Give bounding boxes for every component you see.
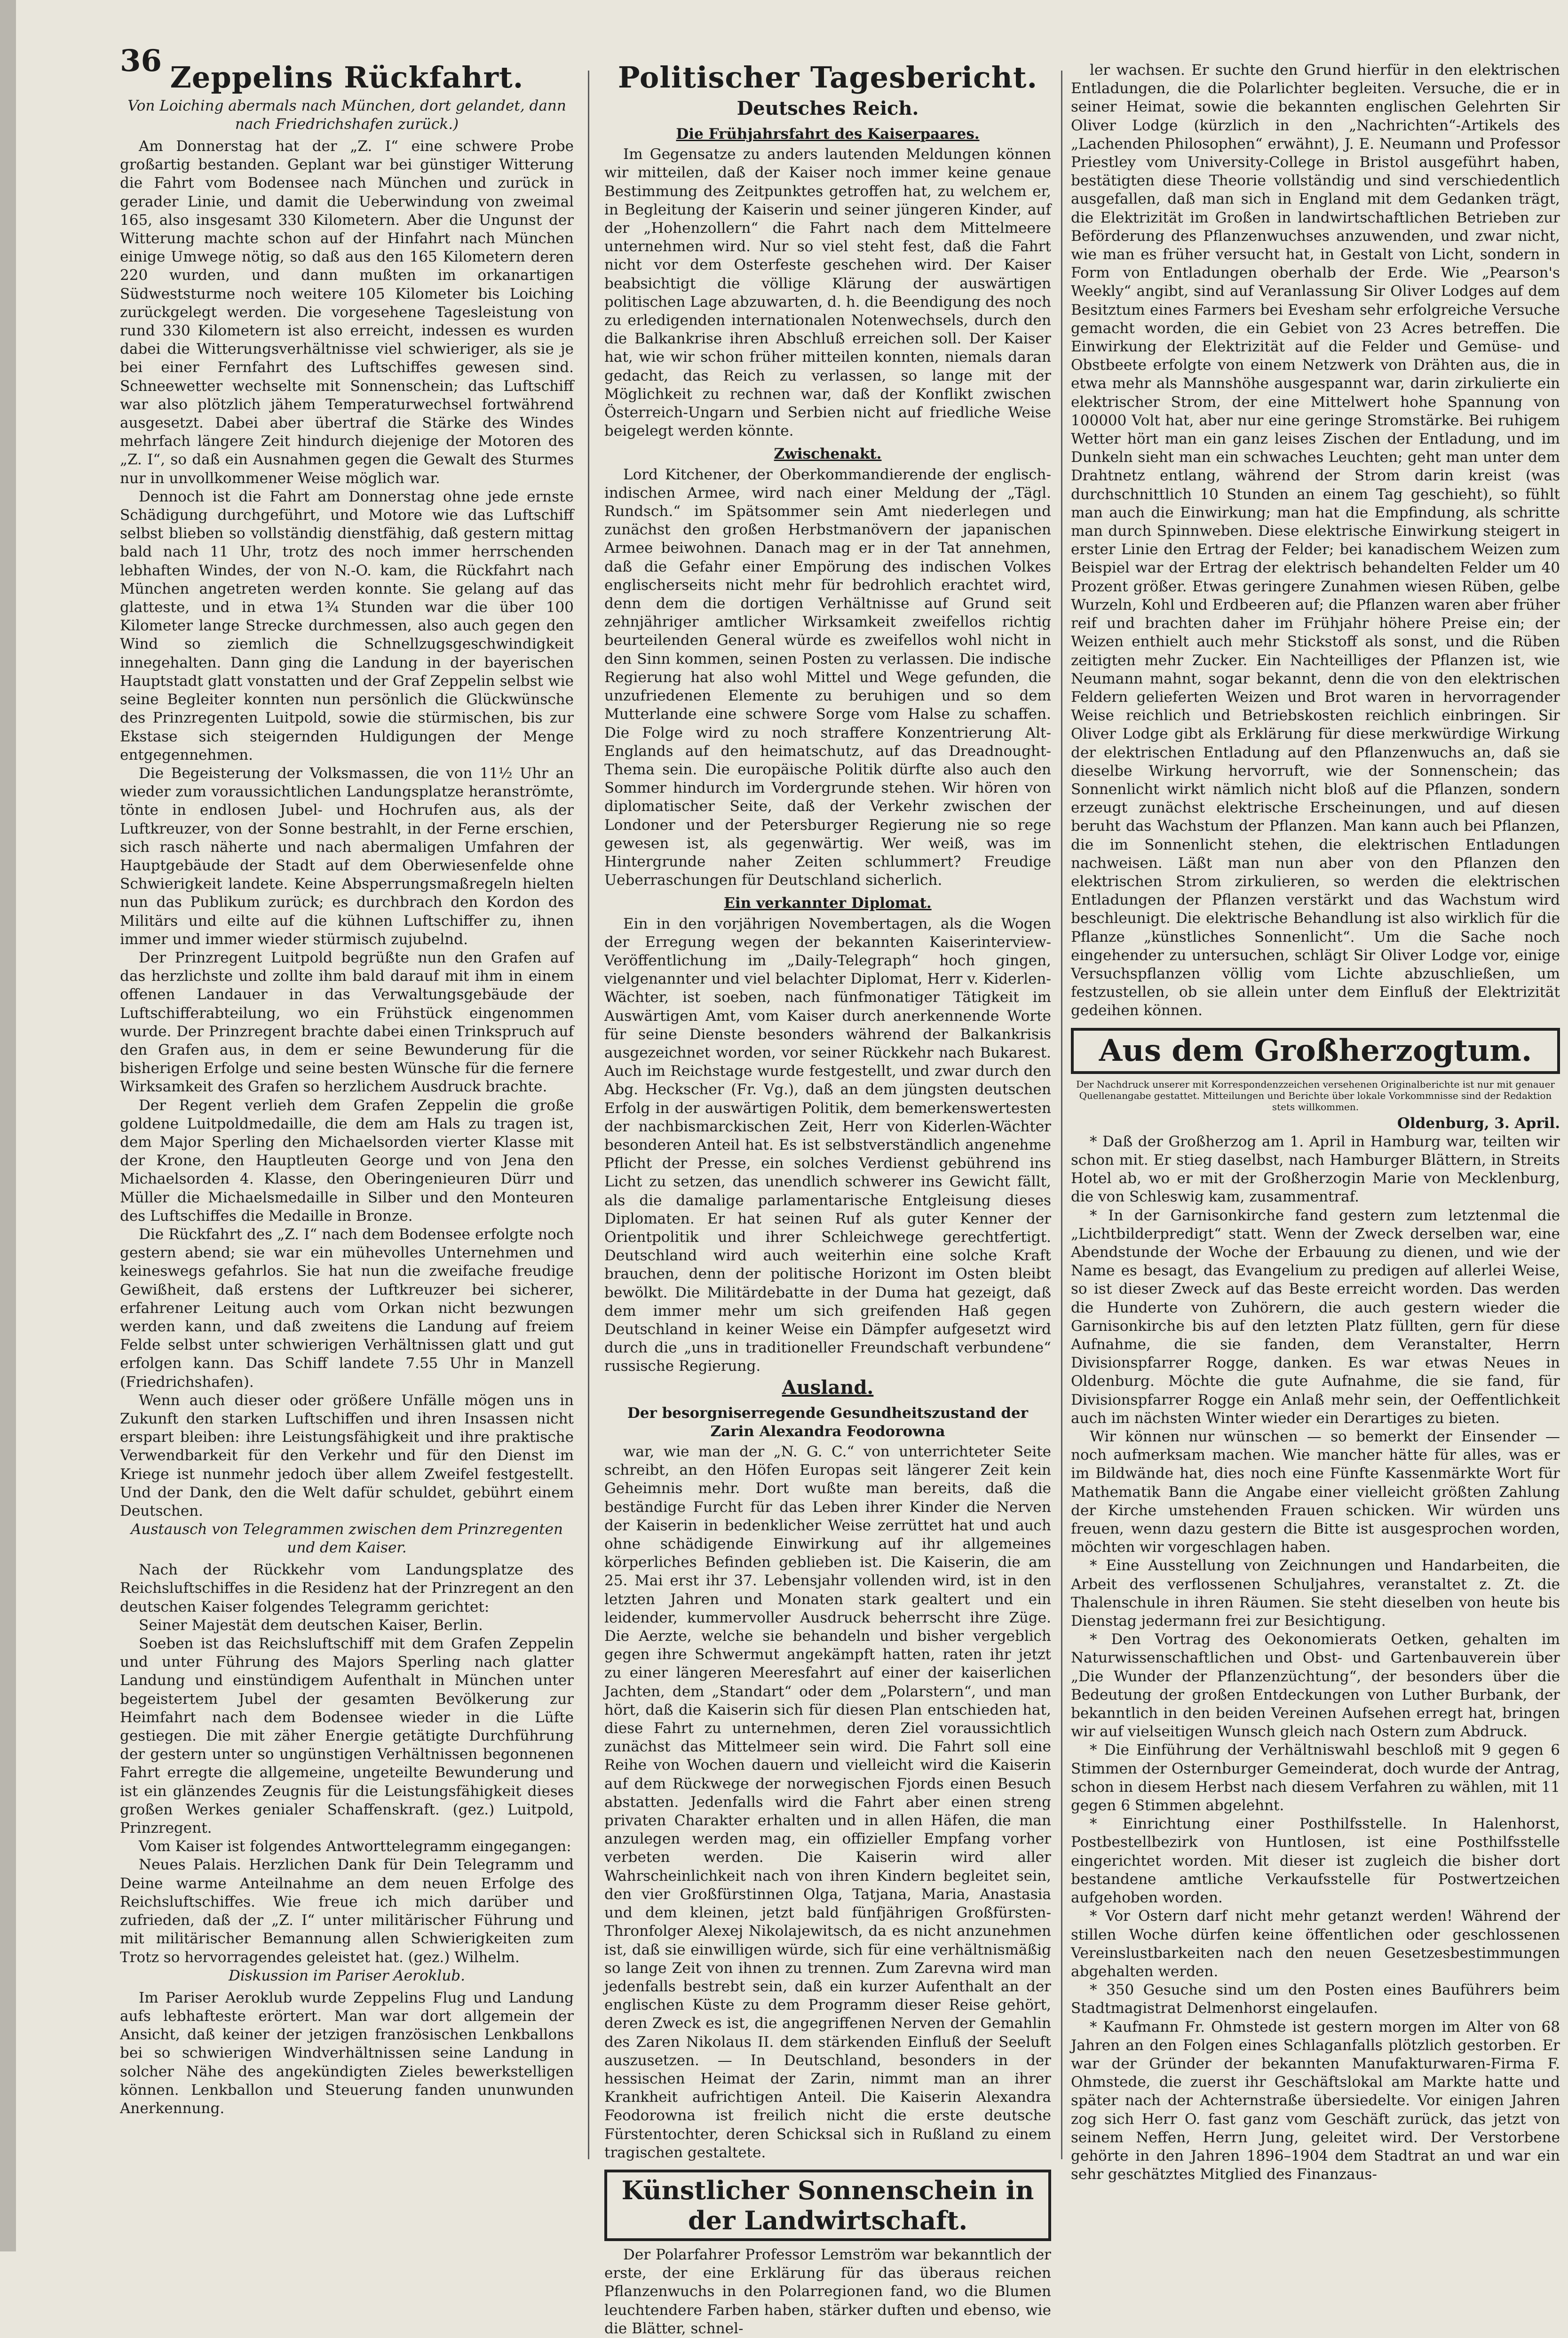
news-item: * Die Einführung der Verhältniswahl beschloß mit 9 gegen 6 Stimmen der Osternburger Gemeinderat, doch wurde der Antrag, schon in diesem Herbst nach diesem Verfahren zu wählen, mit 11 gegen 6 Stimmen abgelehnt. (1071, 1742, 1560, 1814)
page-number: 36 (120, 43, 162, 79)
paragraph: Der Polarfahrer Professor Lemström war bekanntlich der erste, der eine Erklärung für das überaus reichen Pflanzenwuchs in den Polarregionen fand, wo die Blumen leuchtendere Farben haben, stärker duften und ebenso, wie die Blätter, schnel- (604, 2246, 1051, 2337)
section-heading: Die Frühjahrsfahrt des Kaiserpaares. (676, 126, 980, 143)
news-item: * Daß der Großherzog am 1. April in Hamburg war, teilten wir schon mit. Er stieg daselbst, nach Hamburger Blättern, in Streits Hotel ab, wo er mit der Großherzogin Marie von Mecklenburg, die von Schleswig kam, zusammentraf. (1071, 1133, 1560, 1206)
news-item: * Kaufmann Fr. Ohmstede ist gestern morgen im Alter von 68 Jahren an den Folgen eines Schlaganfalls plötzlich gestorben. Er war der Gründer der bekannten Manufakturwaren-Firma F. Ohmstede, die zuerst ihr Geschäftslokal am Markte hatte und später nach der Achternstraße übersiedelte. Vor einigen Jahren zog sich Herr O. fast ganz vom Geschäft zurück, das jetzt von seinem Neffen, Herrn Jung, geleitet wird. Der Verstorbene gehörte in den Jahren 1896–1904 dem Stadtrat an und war ein sehr geschätztes Mitglied des Finanzaus- (1071, 2018, 1560, 2183)
column-zeppelin (120, 61, 574, 2169)
box-title: Aus dem Großherzogtum. (1099, 1033, 1532, 1068)
paragraph: Dennoch ist die Fahrt am Donnerstag ohne jede ernste Schädigung durchgeführt, und Motore wie das Luftschiff selbst blieben so vollständig dienstfähig, daß gestern mittag bald nach 11 Uhr, trotz des noch immer herrschenden lebhaften Windes, der von N.-O. kam, die Rückfahrt nach München angetreten werden konnte. Sie gelang auf das glatteste, und in etwa 1¾ Stunden war die über 100 Kilometer lange Strecke durchmessen, also auch gegen den Wind so ziemlich die Schnellzugsgeschwindigkeit innegehalten. Dann ging die Landung in der bayerischen Hauptstadt glatt vonstatten und der Graf Zeppelin selbst wie seine Begleiter konnten nun persönlich die Glückwünsche des Prinzregenten Luitpold, sowie die stürmischen, bis zur Ekstase sich steigernden Huldigungen der Menge entgegennehmen. (120, 488, 574, 763)
section-heading: Zwischenakt. (774, 445, 882, 463)
paragraph: war, wie man der „N. G. C.“ von unterrichteter Seite schreibt, an den Höfen Europas seit längerer Zeit kein Geheimnis mehr. Dort wußte man bereits, daß die beständige Furcht für das Leben ihrer Kinder die Nerven der Kaiserin in bedenklicher Weise zerrüttet hat und auch ohne schädigende Einwirkung auf ihr allgemeines körperliches Befinden geblieben ist. Die Kaiserin, die am 25. Mai erst ihr 37. Lebensjahr vollenden wird, ist in den letzten Jahren und Monaten stark gealtert und ein leidender, kummervoller Ausdruck beherrscht ihre Züge. Die Aerzte, welche sie behandeln und bisher vergeblich gegen ihre Schwermut angekämpft hatten, raten ihr jetzt zu einer längeren Meeresfahrt auf einer der kaiserlichen Jachten, dem „Standart“ oder dem „Polarstern“, und man hört, daß die Kaiserin sich für diesen Plan entschieden hat, diese Fahrt zu unternehmen, deren Ziel voraussichtlich zunächst das Mittelmeer sein wird. Die Fahrt soll eine Reihe von Wochen dauern und vielleicht wird die Kaiserin auf dem Rückwege der norwegischen Fjords einen Besuch abstatten. Jedenfalls wird die Fahrt aber einen streng privaten Charakter erhalten und in allen Häfen, die man anzulegen werden mag, ein offizieller Empfang vorher verbeten werden. Die Kaiserin wird aller Wahrscheinlichkeit nach von ihren Kindern begleitet sein, den vier Großfürstinnen Olga, Tatjana, Maria, Anastasia und dem kleinen, jetzt bald fünfjährigen Großfürsten-Thronfolger Alexej Nikolajewitsch, da es nicht anzunehmen ist, daß sie einwilligen würde, sich für eine verhältnismäßig so lange Zeit von ihnen zu trennen. Zum Zarevna wird man jedenfalls bestrebt sein, daß ein kurzer Aufenthalt an der englischen Küste zu dem Programm dieser Reise gehört, deren Zweck es ist, die angegriffenen Nerven der Gemahlin des Zaren Nikolaus II. dem stärkenden Einfluß der Seeluft auszusetzen. — In Deutschland, besonders in der hessischen Heimat der Zarin, nimmt man an ihrer Krankheit aufrichtigen Anteil. Die Kaiserin Alexandra Feodorowna ist freilich nicht die erste deutsche Fürstentochter, deren Schicksal sich in Rußland zu einem tragischen gestaltete. (604, 1443, 1051, 2161)
section-box (1071, 1028, 1560, 1074)
article-title: Zeppelins Rückfahrt. (170, 60, 524, 95)
paragraph: Soeben ist das Reichsluftschiff mit dem Grafen Zeppelin und unter Führung des Majors Sperling nach glatter Landung und einstündigem Aufenthalt in München unter begeistertem Jubel der gesamten Bevölkerung zur Heimfahrt nach dem Bodensee wieder in die Lüfte gestiegen. Die mit zäher Energie getätigte Durchführung der gestern unter so ungünstigen Verhältnissen begonnenen Fahrt erregte die allgemeine, ungeteilte Bewunderung und ist ein glänzendes Zeugnis für die Leistungsfähigkeit dieses großen Werkes genialer Schaffenskraft. (gez.) Luitpold, Prinzregent. (120, 1635, 574, 1837)
news-item: * Vor Ostern darf nicht mehr getanzt werden! Während der stillen Woche dürfen keine öffentlichen oder geschlossenen Vereinslustbarkeiten nach den neuen Gesetzesbestimmungen abgehalten werden. (1071, 1908, 1560, 1980)
article-title: Politischer Tagesbericht. (618, 60, 1038, 95)
paragraph: Nach der Rückkehr vom Landungsplatze des Reichsluftschiffes in die Residenz hat der Prinzregent an den deutschen Kaiser folgendes Telegramm gerichtet: (120, 1561, 574, 1615)
section-heading: Austausch von Telegrammen zwischen dem Prinzregenten und dem Kaiser. (131, 1521, 563, 1557)
paragraph: Neues Palais. Herzlichen Dank für Dein Telegramm und Deine warme Anteilnahme an dem neuen Erfolge des Reichsluftschiffes. Wie freue ich mich darüber und zufrieden, daß der „Z. I“ unter militärischer Führung und mit militärischer Bemannung allen Schwierigkeiten zum Trotz so hervorragendes geleistet hat. (gez.) Wilhelm. (120, 1856, 574, 1966)
paragraph: Die Begeisterung der Volksmassen, die von 11½ Uhr an wieder zum voraussichtlichen Landungsplatze heranströmte, tönte in endlosen Jubel- und Hochrufen aus, als der Luftkreuzer, von der Sonne bestrahlt, in der Ferne erschien, sich rasch näherte und nach abermaligen Umfahren der Hauptgebäude der Stadt auf dem Oberwiesenfelde ohne Schwierigkeit landete. Keine Absperrungsmaßregeln hielten nun das Publikum zurück; es durchbrach den Kordon des Militärs und eilte auf die kühnen Luftschiffer zu, ihnen immer und immer wieder stürmisch zujubelnd. (120, 764, 574, 948)
column-politics (604, 60, 1051, 2337)
paragraph: Wenn auch dieser oder größere Unfälle mögen uns in Zukunft den starken Luftschiffen und ihren Insassen nicht erspart bleiben: ihre Leistungsfähigkeit und ihre praktische Verwendbarkeit für den Verkehr und für den Dienst im Kriege ist nunmehr jedoch über allem Zweifel festgestellt. Und der Dank, den die Welt dafür schuldet, gebührt einem Deutschen. (120, 1392, 574, 1520)
reprint-notice: Der Nachdruck unserer mit Korrespondenzzeichen versehenen Originalberichte ist nur mit genauer Quellenangabe gestattet. Mitteilungen und Berichte über lokale Vorkommnisse sind der Redaktion stets willkommen. (1076, 1078, 1555, 1113)
paragraph: Im Gegensatze zu anders lautenden Meldungen können wir mitteilen, daß der Kaiser noch immer keine genaue Bestimmung des Zeitpunktes getroffen hat, zu welchem er, in Begleitung der Kaiserin und seiner jüngeren Kinder, auf der „Hohenzollern“ die Fahrt nach dem Mittelmeere unternehmen wird. Nur so viel steht fest, daß die Fahrt nicht vor dem Osterfeste geschehen wird. Der Kaiser beabsichtigt die völlige Klärung der auswärtigen politischen Lage abzuwarten, d. h. die Beendigung des noch zu erledigenden internationalen Notenwechsels, durch den die Balkankrise ihren Abschluß erreichen soll. Der Kaiser hat, wie wir schon früher mitteilen konnten, niemals daran gedacht, das Reich zu verlassen, so lange mit der Möglichkeit zu rechnen war, daß der Konflikt zwischen Österreich-Ungarn und Serbien nicht auf friedliche Weise beigelegt werden könnte. (604, 146, 1051, 440)
column-divider (588, 71, 589, 2159)
paragraph: Der Prinzregent Luitpold begrüßte nun den Grafen auf das herzlichste und zollte ihm bald darauf mit ihm in einem offenen Landauer in das Verwaltungsgebäude der Luftschifferabteilung, wo ein Frühstück eingenommen wurde. Der Prinzregent brachte dabei einen Trinkspruch auf den Grafen aus, in dem er seine Bewunderung für die bisherigen Erfolge und seine besten Wünsche für die fernere Wirksamkeit des Grafen so herzlichem Ausdruck brachte. (120, 949, 574, 1096)
paragraph: Seiner Majestät dem deutschen Kaiser, Berlin. (139, 1616, 483, 1634)
news-item: Wir können nur wünschen — so bemerkt der Einsender — noch aufmerksam machen. Wie mancher hätte für alles, was er im Bildwände hat, dies noch eine Fünfte Kassenmärkte Wort für Mathematik Bann die Angabe einer vielleicht größten Zahlung der Kirche umstehenden Frauen schicken. Wir würden uns freuen, wenn dazu gestern die Bitte ist ausgesprochen worden, möchten wir vorgeschlagen haben. (1071, 1428, 1560, 1556)
feature-title-box: Künstlicher Sonnenschein in der Landwirtschaft. (604, 2170, 1051, 2241)
paragraph: Vom Kaiser ist folgendes Antworttelegramm eingegangen: (139, 1838, 571, 1855)
paragraph: Lord Kitchener, der Oberkommandierende der englisch-indischen Armee, wird nach einer Meldung der „Tägl. Rundsch.“ im Spätsommer sein Amt niederlegen und zunächst den großen Herbstmanövern der japanischen Armee beiwohnen. Danach mag er in der Tat annehmen, daß die Gefahr einer Empörung des indischen Volkes englischerseits nicht mehr für bedrohlich erachtet wird, denn dem die dortigen Verhältnisse auf Grund seit zehnjähriger amtlicher Wirksamkeit zweifellos richtig beurteilenden General würde es zweifellos wohl nicht in den Sinn kommen, seinen Posten zu verlassen. Die indische Regierung hat also wohl Mittel und Wege gefunden, die unzufriedenen Elemente zu beruhigen und so dem Mutterlande eine schwere Sorge vom Halse zu schaffen. Die Folge wird zu noch straffere Konzentrierung Alt-Englands auf den heimatschutz, auf das Dreadnought-Thema sein. Die europäische Politik dürfte also auch den Sommer hindurch im Vordergrunde stehen. Wir hören von diplomatischer Seite, daß der Verkehr zwischen der Londoner und der Petersburger Regierung nie so rege gewesen ist, als gegenwärtig. Wer weiß, was im Hintergrunde naher Zeiten schlummert? Freudige Ueberraschungen für Deutschland sicherlich. (604, 466, 1051, 889)
paragraph: Die Rückfahrt des „Z. I“ nach dem Bodensee erfolgte noch gestern abend; sie war ein mühevolles Unternehmen und keineswegs gefahrlos. Sie hat nun die zweifache freudige Gewißheit, daß erstens der Luftkreuzer bei sicherer, erfahrener Leitung auch vom Orkan nicht bezwungen werden kann, und daß zweitens die Landung auf freiem Felde selbst unter schwierigen Verhältnissen glatt und gut erfolgen kann. Das Schiff landete 7.55 Uhr in Manzell (Friedrichshafen). (120, 1225, 574, 1391)
paragraph: ler wachsen. Er suchte den Grund hierfür in den elektrischen Entladungen, die die Polarlichter begleiten. Versuche, die er in seiner Heimat, sowie die bekannten englischen Gelehrten Sir Oliver Lodge (kürzlich in den „Nachrichten“-Artikels des „Lachenden Philosophen“ erwähnt), J. E. Neumann und Professor Priestley vom University-College in Bristol ausgeführt haben, bestätigten diese Theorie vollständig und sind verschiedentlich ausgefallen, daß man sich in England mit dem Gedanken trägt, die Elektrizität im Großen in landwirtschaftlichen Betrieben zur Beförderung des Pflanzenwuchses anzuwenden, und zwar nicht, wie man es früher versucht hat, in Gestalt von Licht, sondern in Form von Entladungen oberhalb der Erde. Wie „Pearson's Weekly“ angibt, sind auf Veranlassung Sir Oliver Lodges auf dem Besitztum eines Farmers bei Evesham sehr erfolgreiche Versuche gemacht worden, die ein Gebiet von 23 Acres betreffen. Die Einwirkung der Elektrizität auf die Felder und Gemüse- und Obstbeete erfolgte von einem Netzwerk von Drähten aus, die in etwa mehr als Mannshöhe ausgespannt war, darin zirkulierte ein elektrischer Strom, der eine Mittelwert hohe Spannung von 100000 Volt hat, aber nur eine geringe Stromstärke. Bei ruhigem Wetter hört man ein ganz leises Zischen der Entladung, und im Dunkeln sieht man ein schwaches Leuchten; geht man unter dem Drahtnetz entlang, während der Strom darin kreist (was durchschnittlich 10 Stunden an einem Tag geschieht), so fühlt man auch die Einwirkung; man hat die Empfindung, als schritte man durch Spinnweben. Diese elektrische Einwirkung steigert in erster Linie den Ertrag der Felder; bei kanadischem Weizen zum Beispiel war der Ertrag der elektrisch behandelten Felder um 40 Prozent größer. Etwas geringere Zunahmen wiesen Rüben, gelbe Wurzeln, Kohl und Erdbeeren auf; die Pflanzen waren aber früher reif und brachten daher im Frühjahr höhere Preise ein; der Weizen enthielt auch mehr Stickstoff als sonst, und die Rüben zeitigten mehr Zucker. Ein Nachteilliges der Pflanzen ist, wie Neumann mahnt, sogar bekannt, denn die von den elektrischen Feldern gelieferten Weizen und Brot waren in hervorragender Weise reichlich und Betriebskosten reichlich einbringen. Sir Oliver Lodge gibt als Erklärung für diese merkwürdige Wirkung der elektrischen Entladung auf den Pflanzenwuchs an, daß sie dieselbe Wirkung hervorruft, wie der Sonnenschein; das Sonnenlicht wirkt nämlich nicht bloß auf die Pflanzen, sondern erzeugt zunächst elektrische Erscheinungen, und auf diesen beruht das Wachstum der Pflanzen. Man kann auch bei Pflanzen, die im Sonnenlicht stehen, die elektrischen Entladungen nachweisen. Läßt man nun aber von den Pflanzen den elektrischen Strom zirkulieren, so werden die elektrischen Entladungen der Pflanzen verstärkt und das Wachstum wird beschleunigt. Die elektrische Behandlung ist also wirklich für die Pflanze „künstliches Sonnenlicht“. Um die Sache noch eingehender zu untersuchen, schlägt Sir Oliver Lodge vor, einige Versuchspflanzen völlig vom Lichte abzuschließen, um festzustellen, ob sie allein unter dem Einfluß der Elektrizität gedeihen können. (1071, 62, 1560, 1019)
news-item: * Eine Ausstellung von Zeichnungen und Handarbeiten, die Arbeit des verflossenen Schuljahres, veranstaltet z. Zt. die Thalenschule in ihren Räumen. Sie steht dieselben von heute bis Dienstag jedermann frei zur Besichtigung. (1071, 1557, 1560, 1630)
page-edge (0, 0, 16, 2251)
news-item: * 350 Gesuche sind um den Posten eines Bauführers beim Stadtmagistrat Delmenhorst eingelaufen. (1071, 1981, 1560, 2017)
section-heading: Diskussion im Pariser Aeroklub. (229, 1967, 465, 1984)
paragraph: Im Pariser Aeroklub wurde Zeppelins Flug und Landung aufs lebhafteste erörtert. Man war dort allgemein der Ansicht, daß keiner der jetzigen französischen Lenkballons bei so schwierigen Windverhältnissen seine Landung in solcher Nähe des angekündigten Zieles bewerkstelligen können. Lenkballon und Steuerung fanden ununwunden Anerkennung. (120, 1989, 574, 2117)
news-item: * In der Garnisonkirche fand gestern zum letztenmal die „Lichtbilderpredigt“ statt. Wenn der Zweck derselben war, eine Abendstunde der Woche der Erbauung zu dienen, und wie der Name es besagt, das Evangelium zu predigen auf allerlei Weise, so ist dieser Zweck auf das Beste erreicht worden. Das werden die Hunderte von Zuhörern, die auch gestern wieder die Garnisonkirche bis auf den letzten Platz füllten, gern für diese Aufnahme, die sie fanden, dem Veranstalter, Herrn Divisionspfarrer Rogge, danken. Es war etwas Neues in Oldenburg. Möchte die gute Aufnahme, die sie fand, für Divisionspfarrer Rogge ein Anlaß mehr sein, der Oeffentlichkeit auch im nächsten Winter wieder ein Derartiges zu bieten. (1071, 1207, 1560, 1427)
dateline: Oldenburg, 3. April. (1397, 1114, 1560, 1132)
column-local (1071, 61, 1560, 2183)
section-heading: Ein verkannter Diplomat. (724, 895, 932, 912)
section-subtitle: Deutsches Reich. (736, 97, 919, 119)
section-heading: Ausland. (782, 1376, 874, 1399)
column-divider (1061, 71, 1062, 2159)
section-subheading: Der besorgniserregende Gesundheitszustand der Zarin Alexandra Feodorowna (627, 1404, 1029, 1440)
paragraph: Ein in den vorjährigen Novembertagen, als die Wogen der Erregung wegen der bekannten Kaiserinterview-Veröffentlichung im „Daily-Telegraph“ hoch gingen, vielgenannter und viel belachter Diplomat, Herr v. Kiderlen-Wächter, ist soeben, nach fünfmonatiger Tätigkeit im Auswärtigen Amt, vom Kaiser durch anerkennende Worte für seine Dienste besonders während der Balkankrisis ausgezeichnet worden, vor seiner Rückkehr nach Bukarest. Auch im Reichstage wurde festgestellt, und zwar durch den Abg. Heckscher (Fr. Vg.), daß an dem jüngsten deutschen Erfolg in der auswärtigen Politik, dem bemerkenswertesten der nachbismarckischen Zeit, Herr von Kiderlen-Wächter besonderen Anteil hat. Es ist selbstverständlich angenehme Pflicht der Presse, ein solches Verdienst gebührend ins Licht zu setzen, das unendlich schwerer ins Gewicht fällt, als die damalige parlamentarische Entgleisung dieses Diplomaten. Er hat seinen Ruf als guter Kenner der Orientpolitik und ihrer Schleichwege gerechtfertigt. Deutschland wird auch weiterhin eine solche Kraft brauchen, denn der politische Horizont im Osten bleibt bewölkt. Die Militärdebatte in der Duma hat gezeigt, daß dem immer mehr um sich greifenden Haß gegen Deutschland in keiner Weise ein Dämpfer aufgesetzt wird durch die „uns in traditioneller Freundschaft verbundene“ russische Regierung. (604, 915, 1051, 1375)
news-item: * Einrichtung einer Posthilfsstelle. In Halenhorst, Postbestellbezirk von Huntlosen, ist eine Posthilfsstelle eingerichtet worden. Mit dieser ist zugleich die bisher dort bestandene amtliche Verkaufsstelle für Postwertzeichen aufgehoben worden. (1071, 1815, 1560, 1907)
paragraph: Der Regent verlieh dem Grafen Zeppelin die große goldene Luitpoldmedaille, die dem am Hals zu tragen ist, dem Major Sperling den Michaelsorden vierter Klasse mit der Krone, den Hauptleuten George und von Jena den Michaelsorden 4. Klasse, den Oberingenieuren Dürr und Müller die Michaelsmedaille in Silber und den Monteuren des Luftschiffes die Medaille in Bronze. (120, 1097, 574, 1225)
paragraph: Am Donnerstag hat der „Z. I“ eine schwere Probe großartig bestanden. Geplant war bei günstiger Witterung die Fahrt vom Bodensee nach München und zurück in gerader Linie, und damit die Ueberwindung von zweimal 165, also insgesamt 330 Kilometern. Aber die Ungunst der Witterung machte schon auf der Hinfahrt nach München einige Umwege nötig, so daß aus den 165 Kilometern deren 220 wurden, und dann mußten im orkanartigen Südweststurme noch weitere 105 Kilometer bis Loiching zurückgelegt werden. Die vorgesehene Tagesleistung von rund 330 Kilometern ist also erreicht, indessen es wurden dabei die Witterungsverhältnisse viel schwieriger, als sie je bei einer Fernfahrt des Luftschiffes gewesen sind. Schneewetter wechselte mit Sonnenschein; das Luftschiff war also plötzlich jähem Temperaturwechsel fortwährend ausgesetzt. Dabei aber übertraf die Stärke des Windes mehrfach längere Zeit hindurch diejenige der Motoren des „Z. I“, so daß ein Ausnahmen gegen die Gewalt des Sturmes nur in unvollkommener Weise möglich war. (120, 138, 574, 487)
news-item: * Den Vortrag des Oekonomierats Oetken, gehalten im Naturwissenschaftlichen und Obst- und Gartenbauverein über „Die Wunder der Pflanzenzüchtung“, der besonders über die Bedeutung der großen Entdeckungen von Luther Burbank, der bekanntlich in den beiden Vereinen Aufsehen erregt hat, bringen wir auf vielseitigen Wunsch gleich nach Ostern zum Abdruck. (1071, 1631, 1560, 1741)
article-subtitle: Von Loiching abermals nach München, dort gelandet, dann nach Friedrichshafen zurück.) (127, 97, 566, 133)
